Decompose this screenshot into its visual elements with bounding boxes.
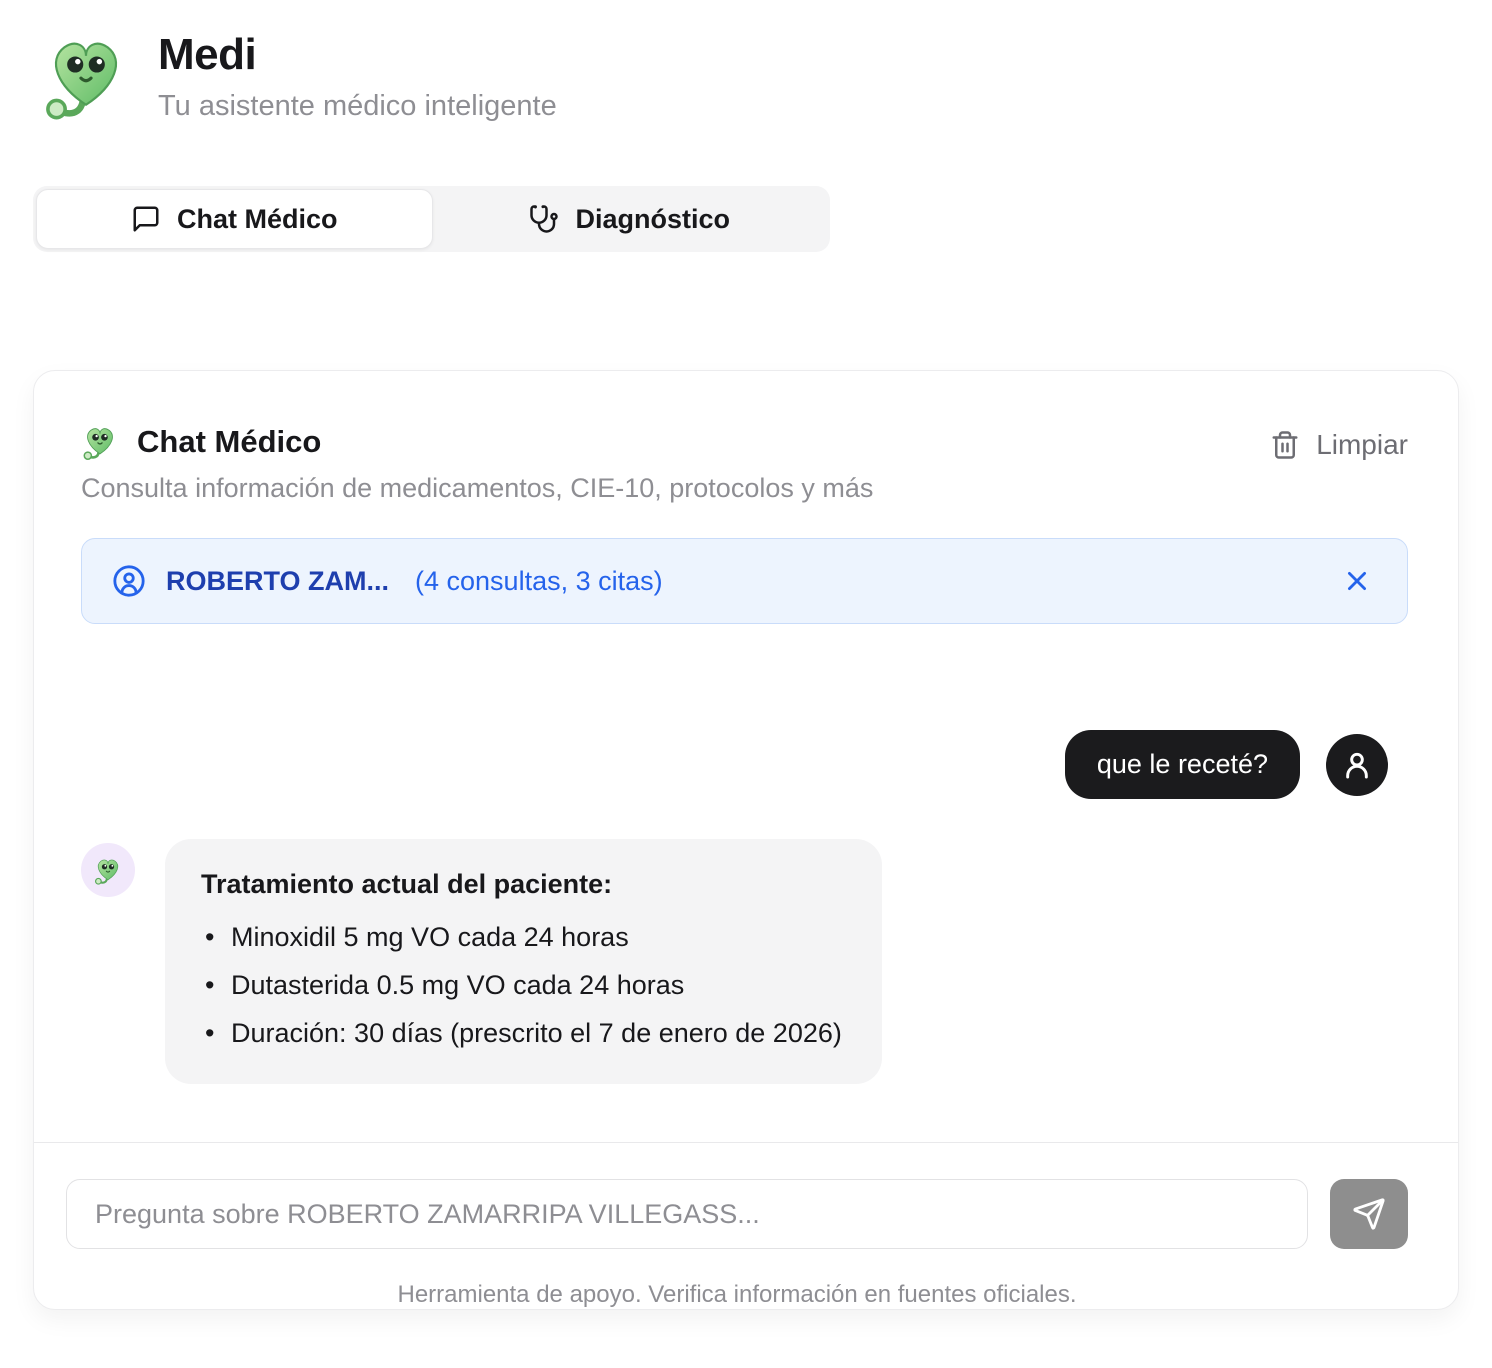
chat-bubble-icon xyxy=(131,204,161,234)
app-title-block xyxy=(158,30,557,123)
stethoscope-icon xyxy=(529,204,559,234)
tab-chat-medico[interactable] xyxy=(36,189,433,249)
patient-context-banner xyxy=(81,538,1408,624)
chat-card-body xyxy=(34,371,1458,1142)
clear-chat-button[interactable] xyxy=(1270,429,1408,461)
app-subtitle: Tu asistente médico inteligente xyxy=(158,89,557,122)
send-button[interactable] xyxy=(1330,1179,1408,1249)
user-message-bubble: que le receté? xyxy=(1065,730,1300,799)
medi-mascot-avatar-icon xyxy=(93,854,123,887)
treatment-item: • Duración: 30 días (prescrito el 7 de enero de 2026) xyxy=(201,1016,842,1050)
chat-card-title: Chat Médico xyxy=(137,424,322,459)
assistant-avatar xyxy=(81,843,135,897)
chat-card-header xyxy=(81,421,1408,504)
trash-icon xyxy=(1270,430,1300,460)
app-header xyxy=(40,26,1459,126)
medi-mascot-logo xyxy=(40,26,132,126)
patient-banner-close-button[interactable] xyxy=(1337,561,1377,601)
assistant-message-row xyxy=(81,839,1408,1084)
tab-diagnostico-label: Diagnóstico xyxy=(575,203,730,234)
tab-diagnostico[interactable] xyxy=(433,189,828,249)
paper-plane-icon xyxy=(1352,1197,1386,1231)
treatment-list xyxy=(201,920,842,1050)
patient-stats: (4 consultas, 3 citas) xyxy=(415,565,663,596)
user-message-row xyxy=(81,730,1408,799)
treatment-item: • Minoxidil 5 mg VO cada 24 horas xyxy=(201,920,842,954)
treatment-heading: Tratamiento actual del paciente: xyxy=(201,869,613,899)
tab-group xyxy=(33,186,830,252)
person-circle-icon xyxy=(112,564,146,598)
close-x-icon xyxy=(1344,568,1370,594)
medi-mascot-icon xyxy=(81,421,119,463)
user-avatar xyxy=(1326,734,1388,796)
app-title: Medi xyxy=(158,29,257,79)
chat-card-title-block xyxy=(81,421,873,504)
treatment-item: • Dutasterida 0.5 mg VO cada 24 horas xyxy=(201,968,842,1002)
tab-chat-label: Chat Médico xyxy=(176,203,338,234)
patient-name: ROBERTO ZAM... xyxy=(166,565,390,596)
disclaimer-text: Herramienta de apoyo. Verifica información en fuentes oficiales. xyxy=(397,1281,1077,1308)
chat-input-section xyxy=(34,1142,1458,1309)
chat-card-subtitle: Consulta información de medicamentos, CIE-10, protocolos y más xyxy=(81,473,874,503)
clear-chat-label: Limpiar xyxy=(1316,429,1408,460)
assistant-message-bubble xyxy=(165,839,882,1084)
chat-question-input[interactable] xyxy=(66,1179,1308,1249)
person-icon xyxy=(1341,749,1373,781)
chat-card xyxy=(33,370,1459,1310)
